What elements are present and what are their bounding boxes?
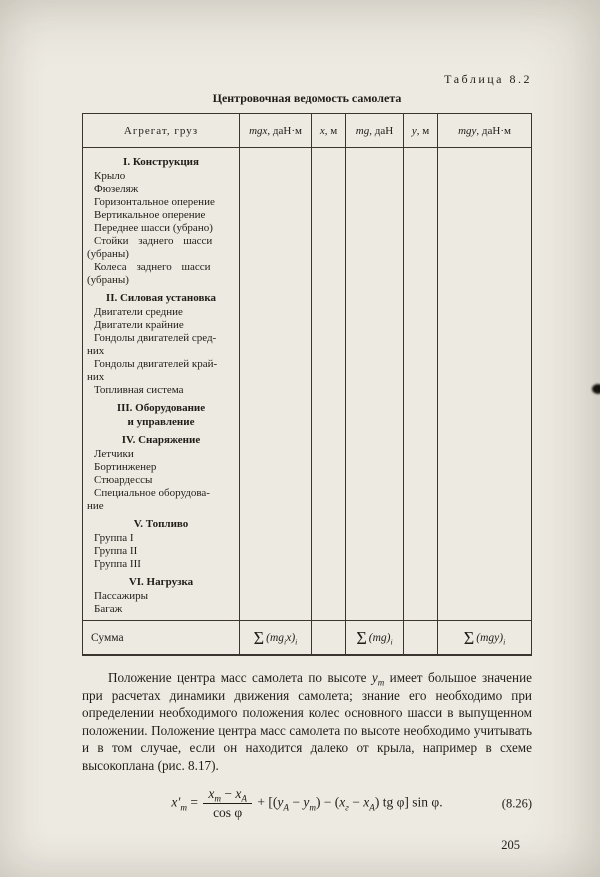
- math-x: x: [319, 124, 325, 137]
- math-mg: mg: [355, 124, 370, 137]
- col-header-aggregate: Агрегат, груз: [83, 114, 239, 148]
- table-line-item: Пассажиры: [94, 590, 148, 602]
- term-y1-sub: А: [283, 801, 289, 812]
- table-line-item: Специальное оборудова-: [94, 487, 210, 499]
- sum-mg-cell: [345, 620, 403, 654]
- unit-mgy: , даН·м: [476, 124, 511, 137]
- equals-sign: =: [186, 794, 202, 810]
- table-line-section: VI. Нагрузка: [128, 576, 194, 588]
- sum-expression-mgy: [476, 632, 505, 644]
- page-number: 205: [501, 837, 520, 852]
- table-line-cont: них: [87, 371, 105, 383]
- table-title: Центровочная ведомость самолета: [212, 91, 402, 105]
- table-line-section: I. Конструкция: [123, 156, 199, 168]
- unit-mgx: , даН·м: [267, 124, 302, 137]
- table-line-section: II. Силовая установка: [105, 292, 217, 304]
- math-mgy: mgy: [458, 124, 477, 137]
- math-yt: y: [371, 670, 378, 685]
- math-mgx: mgx: [249, 124, 268, 137]
- mgx-column-empty: [239, 148, 311, 620]
- sigma-icon: Σ: [463, 627, 475, 648]
- table-line-item: Группа III: [94, 558, 141, 570]
- term-y2-sub: т: [309, 801, 316, 812]
- x-column-empty: [311, 148, 345, 620]
- table-line-item: Багаж: [94, 603, 123, 615]
- table-line-cont: (убраны): [87, 248, 129, 260]
- mg-column-empty: [345, 148, 403, 620]
- bracket-open: [(: [268, 794, 278, 810]
- term-y2: y: [303, 794, 310, 810]
- table-line-item: Топливная система: [94, 384, 184, 396]
- sum-expression-mgx: [266, 632, 297, 644]
- sum-mgx-cell: [239, 620, 311, 654]
- sum-mid: x): [286, 631, 296, 644]
- sum-y-empty: [403, 620, 437, 654]
- minus-sign: −: [288, 794, 304, 810]
- col-header-mg: [345, 114, 403, 148]
- col-header-y: [403, 114, 437, 148]
- table-line-section: III. Оборудование: [116, 402, 206, 414]
- table-line-item: Вертикальное оперение: [94, 209, 206, 221]
- sigma-icon: Σ: [356, 627, 367, 648]
- table-line-item: Крыло: [94, 170, 126, 182]
- unit-mg: , даН: [369, 124, 394, 137]
- table-line-item: Гондолы двигателей край-: [94, 358, 218, 370]
- fraction-numerator: [203, 786, 252, 804]
- fraction-denominator: cos φ: [213, 804, 243, 820]
- sum-pre: (mgy): [476, 631, 504, 644]
- num-a-sub: т: [214, 793, 221, 804]
- equation-number: (8.26): [501, 796, 532, 811]
- plus-sign: +: [253, 794, 269, 810]
- centering-table: [82, 113, 532, 656]
- num-a: x: [208, 785, 215, 801]
- bracket-mid: ) − (: [315, 794, 340, 810]
- table-line-item-just: Колеса заднего шасси: [94, 261, 211, 273]
- table-line-item: Переднее шасси (убрано): [94, 222, 213, 234]
- table-line-item-just: Стойки заднего шасси: [94, 235, 213, 247]
- table-line-item: Двигатели крайние: [94, 319, 184, 331]
- aggregate-column: [83, 148, 239, 620]
- term-y1: y: [277, 794, 284, 810]
- sigma-icon: Σ: [253, 627, 265, 648]
- sum-sub2: i: [295, 636, 298, 646]
- table-line-item: Группа II: [94, 545, 138, 557]
- body-paragraph: [82, 669, 532, 775]
- table-line-cont: (убраны): [87, 274, 129, 286]
- table-line-item: Горизонтальное оперение: [94, 196, 215, 208]
- table-line-section: V. Топливо: [133, 518, 189, 530]
- col-header-mgx: [239, 114, 311, 148]
- table-line-item: Двигатели средние: [94, 306, 183, 318]
- sum-pre: (mg): [368, 631, 391, 644]
- sum-expression-mg: [369, 632, 393, 644]
- table-line-item: Группа I: [94, 532, 134, 544]
- y-column-empty: [403, 148, 437, 620]
- mgy-column-empty: [437, 148, 531, 620]
- table-line-item: Стюардессы: [94, 474, 153, 486]
- table-line-item: Гондолы двигателей сред-: [94, 332, 217, 344]
- num-b: x: [235, 785, 242, 801]
- minus-sign: −: [348, 794, 364, 810]
- table-line-section-cont: и управление: [127, 416, 195, 428]
- formula-lhs: x′: [171, 794, 181, 810]
- scan-artifact: [592, 384, 600, 394]
- bracket-close: ) tg φ] sin φ.: [374, 794, 443, 810]
- sum-mgy-cell: [437, 620, 531, 654]
- term-x2-sub: А: [369, 801, 375, 812]
- unit-y: , м: [416, 124, 430, 137]
- table-line-section: IV. Снаряжение: [121, 434, 201, 446]
- math-yt-sub: т: [377, 677, 385, 688]
- unit-x: , м: [324, 124, 338, 137]
- fraction: [203, 786, 252, 821]
- equation-8-26: [82, 786, 532, 822]
- col-header-mgy: [437, 114, 531, 148]
- term-x1: x: [339, 794, 346, 810]
- num-b-sub: А: [241, 793, 247, 804]
- table-line-cont: ние: [87, 500, 104, 512]
- sum-sub2: i: [390, 636, 393, 646]
- table-line-item: Бортинженер: [94, 461, 157, 473]
- sum-sub1: i: [284, 636, 287, 646]
- sum-pre: (mg: [266, 631, 285, 644]
- minus-sign: −: [220, 785, 236, 801]
- sum-x-empty: [311, 620, 345, 654]
- aggregate-list: [83, 148, 239, 620]
- term-x2: x: [363, 794, 370, 810]
- formula-lhs-sub: т: [180, 801, 187, 812]
- para-text-after: имеет большое значение при расчетах динамики движения самолета; знание его необходимо при определении необходимого положения колес основного шасси в выпущенном положении. Положение центра масс самолета по высоте необходимо учитывать и в том случае, если он находится далеко от крыла, например в схеме высокоплана (рис. 8.17).: [82, 670, 532, 773]
- sum-sub2: i: [503, 636, 506, 646]
- math-y: y: [411, 124, 417, 137]
- table-caption: Таблица 8.2: [444, 72, 532, 86]
- sum-label: Сумма: [83, 620, 239, 654]
- col-header-x: [311, 114, 345, 148]
- table-line-item: Летчики: [94, 448, 134, 460]
- table-line-cont: них: [87, 345, 105, 357]
- para-text-before: Положение центра масс самолета по высоте: [108, 670, 372, 685]
- term-x1-sub: г: [345, 801, 349, 812]
- table-line-item: Фюзеляж: [94, 183, 139, 195]
- equation-body: [171, 786, 442, 821]
